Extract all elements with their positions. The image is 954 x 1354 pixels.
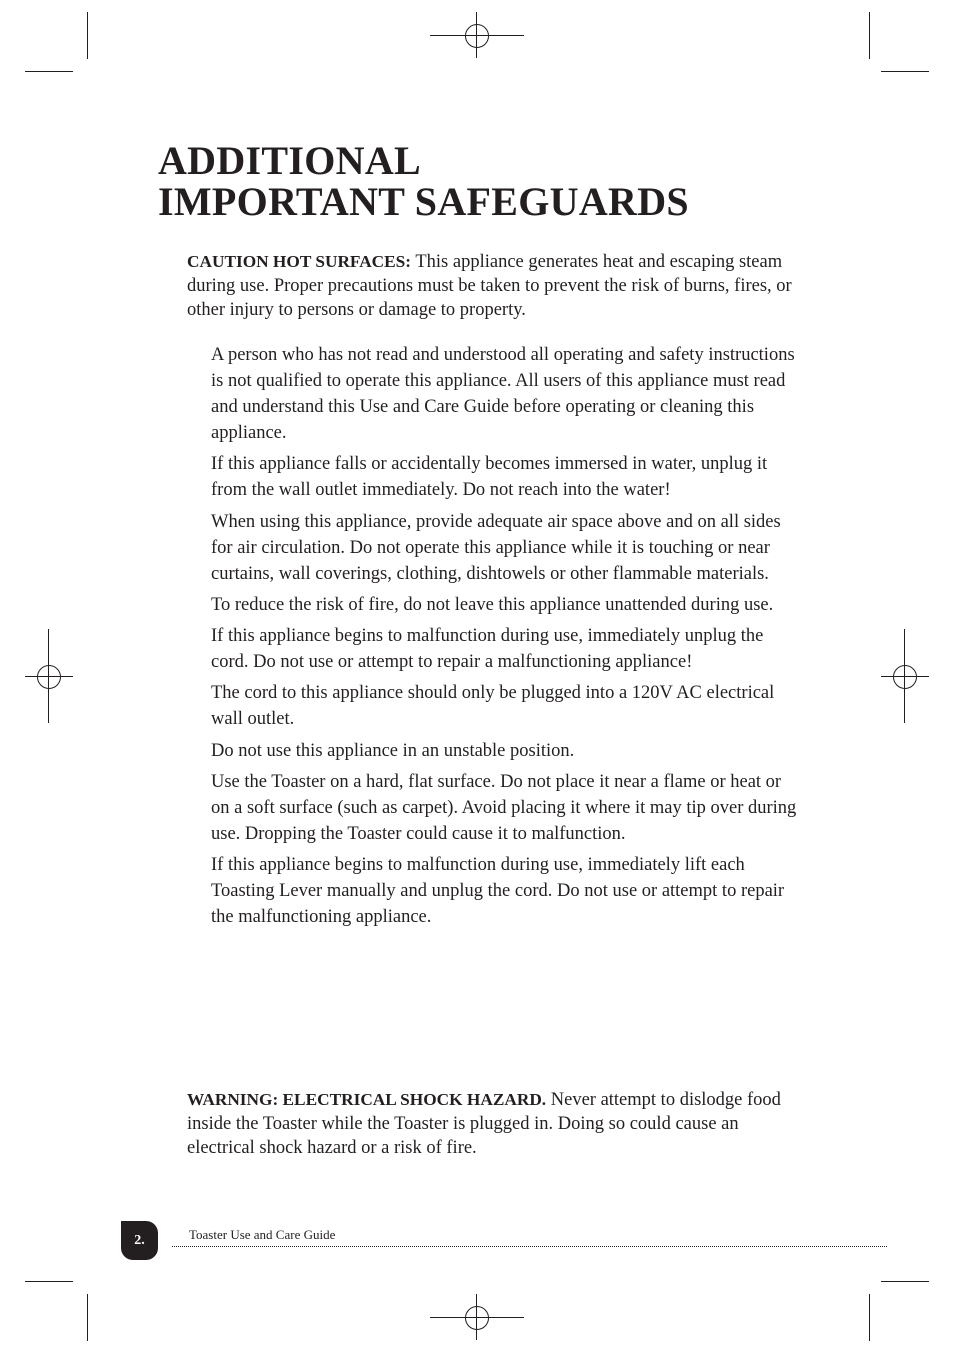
warning-paragraph (187, 1088, 799, 1160)
safeguard-item: When using this appliance, provide adequate air space above and on all sides for air circulation. Do not operate this appliance while it is touching or near curtains, wall coverings, clothing, dishtowels or other flammable materials. (211, 511, 781, 584)
safeguard-item: Do not use this appliance in an unstable position. (211, 740, 575, 761)
title-line-2: IMPORTANT SAFEGUARDS (158, 179, 689, 224)
caution-label: CAUTION HOT SURFACES: (187, 252, 412, 271)
safeguard-item: If this appliance begins to malfunction during use, immediately unplug the cord. Do not use or attempt to repair a malfunctioning appliance! (211, 626, 764, 673)
safeguard-item: A person who has not read and understood all operating and safety instructions is not qualified to operate this appliance. All users of this appliance must read and understand this Use and Care Guide before operating or cleaning this appliance. (211, 345, 795, 443)
page-title (158, 140, 858, 222)
safeguards-list (211, 342, 799, 936)
safeguard-item: If this appliance falls or accidentally becomes immersed in water, unplug it from the wall outlet immediately. Do not reach into the water! (211, 454, 768, 501)
warning-label: WARNING: ELECTRICAL SHOCK HAZARD. (187, 1090, 547, 1109)
safeguard-item: To reduce the risk of fire, do not leave this appliance unattended during use. (211, 594, 774, 615)
caution-paragraph (187, 250, 799, 322)
warning-text: Never attempt to dislodge food inside the Toaster while the Toaster is plugged in. Doing so could cause an electrical shock hazard or a risk of fire. (187, 1090, 781, 1158)
footer-divider (172, 1246, 887, 1247)
caution-text: This appliance generates heat and escaping steam during use. Proper precautions must be taken to prevent the risk of burns, fires, or other injury to persons or damage to property. (187, 252, 792, 320)
safeguard-item: Use the Toaster on a hard, flat surface. Do not place it near a flame or heat or on a soft surface (such as carpet). Avoid placing it where it may tip over during use. Dropping the Toaster could cause it to malfunction. (211, 772, 797, 845)
title-line-1: ADDITIONAL (158, 138, 422, 183)
footer-guide-title: Toaster Use and Care Guide (189, 1227, 336, 1242)
safeguard-item: The cord to this appliance should only be plugged into a 120V AC electrical wall outlet. (211, 683, 775, 730)
page-number: 2. (121, 1221, 158, 1260)
safeguard-item: If this appliance begins to malfunction during use, immediately lift each Toasting Lever manually and unplug the cord. Do not use or attempt to repair the malfunctioning appliance. (211, 855, 785, 928)
